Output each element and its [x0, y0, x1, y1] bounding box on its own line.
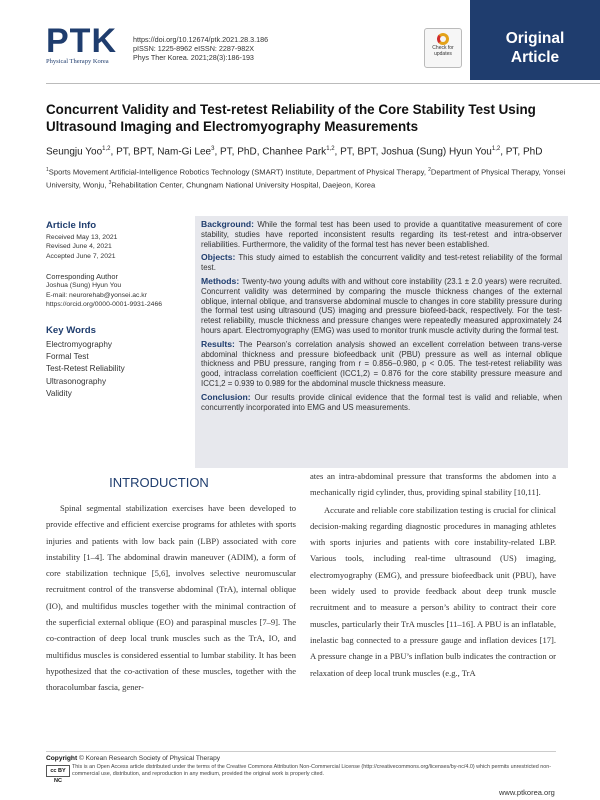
corresponding-author: Corresponding Author Joshua (Sung) Hyun You E-mail: neurorehab@yonsei.ac.kr https://orcid.org/0000-0001-9931-2466	[46, 272, 163, 309]
body-column-left	[46, 500, 296, 696]
issn: pISSN: 1225-8962 eISSN: 2287-982X	[133, 44, 255, 54]
journal-website-link[interactable]: www.ptkorea.org	[499, 788, 555, 797]
keyword: Validity	[46, 388, 72, 398]
header-meta	[133, 35, 268, 63]
article-type-label: Original Article	[505, 30, 565, 66]
copyright-line: Copyright © Korean Research Society of Physical Therapy	[46, 755, 221, 762]
crossmark-label: Check for updates	[432, 45, 454, 57]
journal-logo: PTK	[46, 22, 117, 60]
citation: Phys Ther Korea. 2021;28(3):186-193	[133, 53, 254, 63]
keyword: Formal Test	[46, 352, 89, 362]
abstract-methods: Methods: Twenty-two young adults with and without core instability (23.1 ± 2.0 years) were recruited. Concurrent validity was determined by comparing the muscle thickness changes of the external oblique, internal oblique, and transverse abdominal muscle to changes in core stability pressure during the formal test using ultrasound (US) imaging and pressure biofeed-back, respectively. For the test-retest reliability, muscle thickness and pressure changes were repeatedly measured approximately 24 hours apart. Electromyography (EMG) was used to monitor trunk muscle activity during the formal test.	[201, 275, 562, 335]
keyword: Ultrasonography	[46, 376, 107, 386]
affiliations: $^1$Sports Movement Artificial-Intelligence Robotics Technology (SMART) Institute, Department of Physical Therapy, $^2$Department of Physical Therapy, Yonsei University, Wonju, $^3$Rehabilitation Center, Chungnam National University Hospital, Daejeon, Korea	[46, 167, 566, 190]
abstract-objects: Objects: This study aimed to establish the concurrent validity and test-retest reliability of the formal test.	[201, 252, 562, 273]
keywords-heading: Key Words	[46, 325, 96, 336]
corresponding-email[interactable]: E-mail: neurorehab@yonsei.ac.kr	[46, 291, 147, 299]
corresponding-orcid[interactable]: https://orcid.org/0000-0001-9931-2466	[46, 301, 163, 309]
journal-logo-subtitle: Physical Therapy Korea	[46, 58, 109, 65]
article-info-heading: Article Info	[46, 220, 97, 231]
crossmark-icon	[437, 33, 449, 45]
body-paragraph: ates an intra-abdominal pressure that transforms the abdomen into a mechanically rigid cylinder, thus, providing spinal stability [10,11].	[310, 471, 556, 498]
body-paragraph: Accurate and reliable core stabilization testing is crucial for clinical decision-making regarding diagnostic procedures in managing athletes with sports injuries and patients with core instability-related LBP. Various tools, including real-time ultrasound (US) imaging, electromyography (EMG), and pressure biofeedback unit (PBU), have been widely used to provide feedback about deep trunk muscle recruitment and to measure a person’s ability to contract their core muscles, particularly their TrA muscles [11–16]. A PBU is an inflatable, inelastic bag connected to a pressure gauge and inflation devices [17]. A pressure change in a PBU’s inflation bulb indicates the contraction or relaxation of deep local trunk muscles (e.g., TrA	[310, 504, 556, 678]
header-divider	[46, 83, 600, 84]
cc-license-icon[interactable]: cc BY NC	[46, 765, 70, 777]
author-list: Seungju Yoo$^{1,2}$, PT, BPT, Nam-Gi Lee$^3$, PT, PhD, Chanhee Park$^{1,2}$, PT, BPT, Joshua (Sung) Hyun You$^{1,2}$, PT, PhD	[46, 146, 543, 158]
doi-link[interactable]: https://doi.org/10.12674/ptk.2021.28.3.186	[133, 35, 269, 44]
article-dates: Received May 13, 2021 Revised June 4, 2021 Accepted June 7, 2021	[46, 234, 118, 260]
keywords-list	[46, 339, 125, 400]
check-for-updates-badge[interactable]	[424, 28, 462, 68]
license-text: This is an Open Access article distributed under the terms of the Creative Commons Attribution Non-Commercial License (http://creativecommons.org/licenses/by-nc/4.0) which permits unrestricted non-commercial use, distribution, and reproduction in any medium, provided the original work is properly cited.	[72, 764, 552, 778]
body-paragraph: Spinal segmental stabilization exercises have been developed to provide effective and efficient exercise programs for athletes with sports injuries and patients with low back pain (LBP) associated with core instability [1–4]. The abdominal drawin maneuver (ADIM), a form of core stabilization technique [5,6], involves selective neuromuscular recruitment control of the transverse abdominal (TrA), internal oblique (IO), and multifidus muscles together with the minimal contraction of the superficial external oblique (EO) and paraspinal muscles [7–9]. The co-contraction of deep local trunk muscles such as the TrA, IO, and multifidus muscles is considered essential to lumbar stability. It has been hypothesized that the co-activation of these muscles, together with the thoracolumbar fascia, gener-	[46, 503, 296, 693]
abstract-conclusion: Conclusion: Our results provide clinical evidence that the formal test is valid and reliable, when concurrently incorporated into EMG and US measurements.	[201, 391, 562, 412]
abstract-results: Results: The Pearson’s correlation analysis showed an excellent correlation between trans-verse abdominal thickness and pressure biofeedback unit (PBU) pressure as well as internal oblique thickness and PBU pressure, ranging from r = 0.856–0.980, p < 0.05. The test-retest reliability was good, intraclass correlation coefficient (ICC1,2) = 0.876 for the core stability pressure measure and ICC1,2 = 0.939 to 0.989 for the abdominal muscle thickness measure.	[201, 338, 562, 388]
article-title: Concurrent Validity and Test-retest Reliability of the Core Stability Test Using Ultrasound Imaging and Electromyography Measurements	[46, 102, 536, 134]
section-heading-introduction: INTRODUCTION	[109, 475, 209, 490]
abstract-box	[195, 216, 568, 468]
body-column-right	[310, 468, 556, 681]
keyword: Electromyography	[46, 340, 112, 349]
keyword: Test-Retest Reliability	[46, 364, 125, 374]
footer-divider	[46, 751, 556, 752]
abstract-background: Background: While the formal test has been used to provide a quantitative measurement of core stability, studies have reported inconsistent results regarding its test-retest and intra-observer reliabilities. Furthermore, the validity of the formal test has never been established.	[201, 219, 562, 249]
